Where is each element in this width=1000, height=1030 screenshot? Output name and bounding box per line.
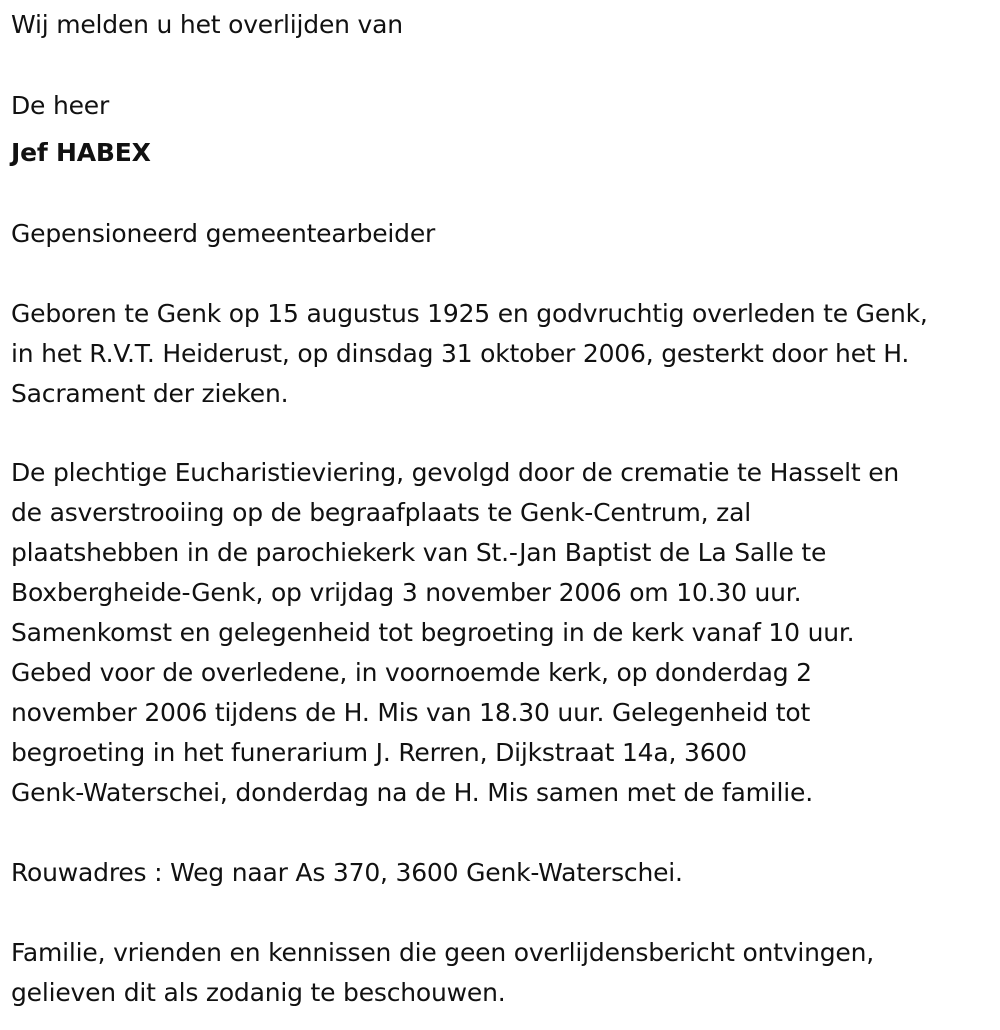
- intro-text: Wij melden u het overlijden van: [11, 10, 403, 39]
- deceased-name: Jef HABEX: [11, 138, 151, 167]
- paragraph-line: De plechtige Eucharistieviering, gevolgd door de crematie te Hasselt en: [11, 458, 900, 487]
- paragraph-line: plaatshebben in de parochiekerk van St.-Jan Baptist de La Salle te: [11, 538, 827, 567]
- paragraph-line: gelieven dit als zodanig te beschouwen.: [11, 978, 506, 1007]
- occupation-text: Gepensioneerd gemeentearbeider: [11, 219, 436, 248]
- paragraph-line: Boxbergheide-Genk, op vrijdag 3 november 2006 om 10.30 uur.: [11, 578, 802, 607]
- mourning-address: Rouwadres : Weg naar As 370, 3600 Genk-Waterschei.: [11, 858, 683, 887]
- paragraph-line: Sacrament der zieken.: [11, 379, 289, 408]
- paragraph-line: Samenkomst en gelegenheid tot begroeting in de kerk vanaf 10 uur.: [11, 618, 855, 647]
- paragraph-line: begroeting in het funerarium J. Rerren, Dijkstraat 14a, 3600: [11, 738, 747, 767]
- paragraph-line: Genk-Waterschei, donderdag na de H. Mis samen met de familie.: [11, 778, 813, 807]
- paragraph-line: de asverstrooiing op de begraafplaats te Genk-Centrum, zal: [11, 498, 751, 527]
- paragraph-line: Gebed voor de overledene, in voornoemde kerk, op donderdag 2: [11, 658, 812, 687]
- paragraph-line: november 2006 tijdens de H. Mis van 18.30 uur. Gelegenheid tot: [11, 698, 811, 727]
- paragraph-line: Familie, vrienden en kennissen die geen overlijdensbericht ontvingen,: [11, 938, 875, 967]
- paragraph-line: Geboren te Genk op 15 augustus 1925 en godvruchtig overleden te Genk,: [11, 299, 928, 328]
- title-prefix: De heer: [11, 91, 110, 120]
- paragraph-line: in het R.V.T. Heiderust, op dinsdag 31 oktober 2006, gesterkt door het H.: [11, 339, 910, 368]
